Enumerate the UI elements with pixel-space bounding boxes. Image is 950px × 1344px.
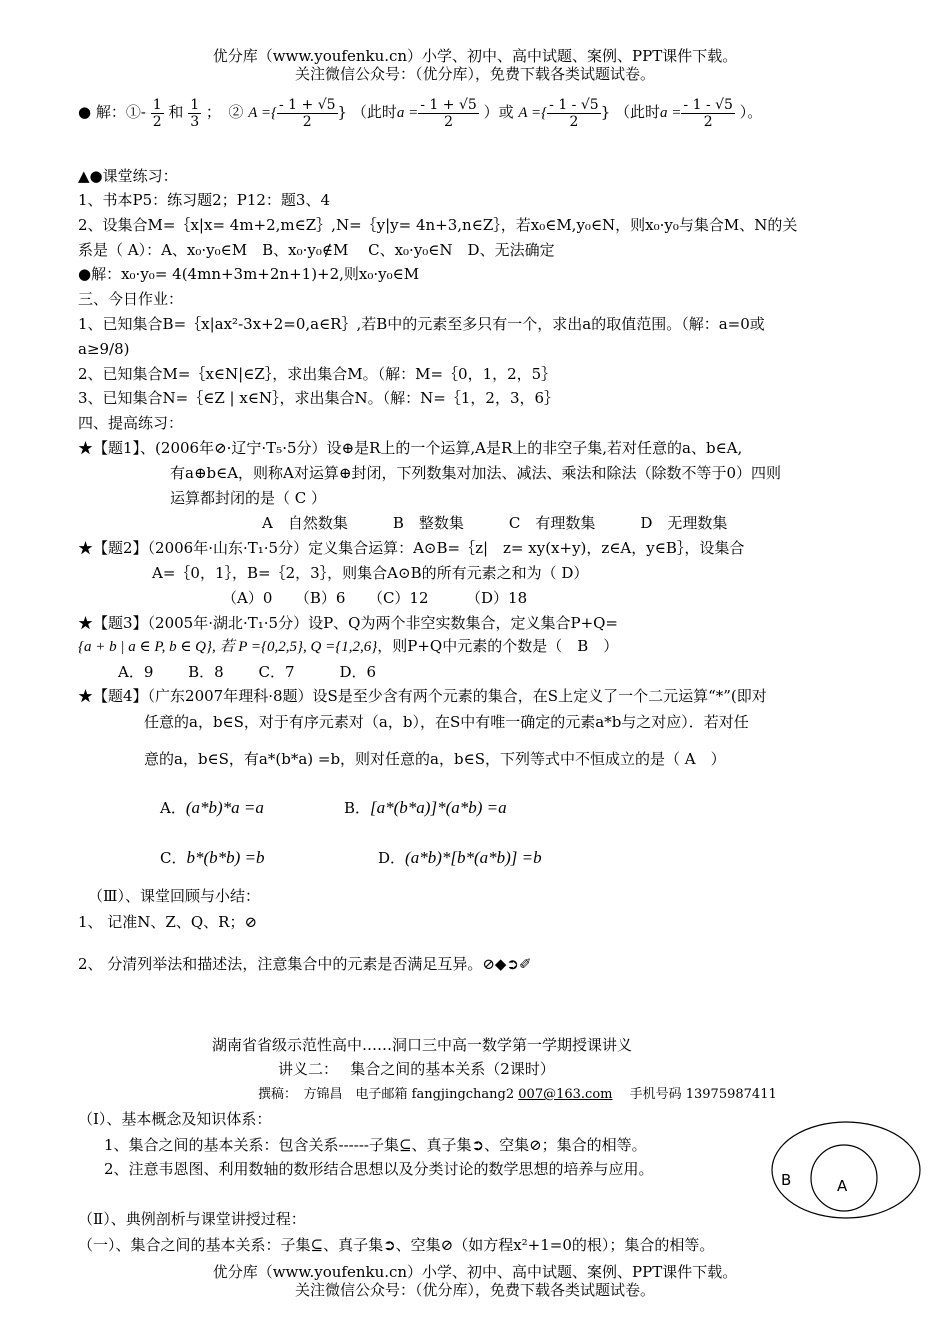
separator: ； ②	[205, 103, 244, 121]
q1-line-c: 运算都封闭的是（ C ）	[170, 489, 327, 507]
q4-option-c-label: C．	[160, 849, 187, 867]
q4-line-b: 任意的a，b∈S，对于有序元素对（a，b），在S中有唯一确定的元素a*b与之对应）．若对任	[144, 713, 749, 731]
brace-close-2: }	[600, 103, 611, 121]
solution-prefix: ● 解：①-	[78, 103, 146, 121]
venn-label-a: A	[837, 1177, 848, 1195]
q4-option-c-expr: b*(b*b) =b	[186, 848, 265, 867]
a-eq-1: a =	[396, 105, 419, 121]
solution-line	[78, 93, 762, 132]
footer-line-2: 关注微信公众号：（优分库），免费下载各类试题试卷。	[294, 1281, 655, 1299]
header-line-2: 关注微信公众号：（优分库），免费下载各类试题试卷。	[294, 65, 655, 83]
q3-tail: ，则P+Q中元素的个数是（ B ）	[377, 637, 619, 655]
review-title: （Ⅲ）、课堂回顾与小结：	[88, 887, 260, 905]
q2-options: （A）0 （B）6 （C）12 （D）18	[222, 589, 528, 607]
q3-line-a: ★【题3】（2005年·湖北·T₁·5分）设P、Q为两个非空实数集合，定义集合P+Q=	[78, 614, 619, 632]
review-1: 1、 记准N、Z、Q、R；⊘	[78, 913, 258, 931]
practice-2a: 2、设集合M=｛x|x= 4m+2,m∈Z｝,N=｛y|y= 4n+3,n∈Z｝，若x₀∈M,y₀∈N，则x₀·y₀与集合M、N的关	[78, 216, 798, 234]
q3-line-b	[78, 636, 618, 657]
footer-line-1: 优分库（www.youfenku.cn）小学、初中、高中试题、案例、PPT课件下载。	[212, 1263, 738, 1281]
fraction-3: $\frac{- 1 + √5}{2}$	[278, 96, 336, 130]
venn-label-b: B	[781, 1171, 792, 1189]
q1-line-b: 有a⊕b∈A，则称A对运算⊕封闭，下列数集对加法、减法、乘法和除法（除数不等于0）四则	[170, 464, 781, 482]
q1-line-a: ★【题1】、(2006年⊘·辽宁·T₅·5分）设⊕是R上的一个运算,A是R上的非空子集,若对任意的a、b∈A,	[78, 439, 743, 457]
set-A-eq-2: A ={	[518, 105, 548, 121]
venn-diagram	[768, 1118, 924, 1222]
section-2-title: （Ⅱ）、典例剖析与课堂讲授过程：	[78, 1210, 306, 1228]
section-1-title: （Ⅰ）、基本概念及知识体系：	[78, 1110, 272, 1128]
phone-text: 手机号码 13975987411	[612, 1087, 777, 1102]
lecture-title: 讲义二： 集合之间的基本关系（2课时）	[278, 1060, 555, 1078]
fraction-2: $\frac{1}{3}$	[190, 96, 200, 130]
homework-2: 2、已知集合M=｛x∈N|∈Z｝，求出集合M。（解：M=｛0，1，2，5｝	[78, 365, 557, 383]
homework-1a: 1、已知集合B=｛x|ax²-3x+2=0,a∈R｝,若B中的元素至多只有一个，求出a的取值范围。（解：a=0或	[78, 315, 765, 333]
homework-title: 三、今日作业：	[78, 290, 184, 308]
q1-options: A 自然数集 B 整数集 C 有理数集 D 无理数集	[262, 514, 728, 532]
advanced-title: 四、提高练习：	[78, 414, 184, 432]
q4-line-c: 意的a，b∈S，有a*(b*a) =b，则对任意的a，b∈S，下列等式中不恒成立的是（ A ）	[144, 750, 726, 768]
practice-2-solution: ●解：x₀·y₀= 4(4mn+3m+2n+1)+2,则x₀·y₀∈M	[78, 265, 420, 283]
q4-option-c	[160, 848, 265, 868]
homework-3: 3、已知集合N=｛∈Z | x∈N｝，求出集合N。（解：N=｛1，2，3，6｝	[78, 389, 560, 407]
header-line-1: 优分库（www.youfenku.cn）小学、初中、高中试题、案例、PPT课件下载。	[212, 47, 738, 65]
practice-1: 1、书本P5：练习题2；P12：题3、4	[78, 191, 330, 209]
q4-option-b-expr: [a*(b*a)]*(a*b) =a	[370, 798, 507, 817]
review-2: 2、 分清列举法和描述法，注意集合中的元素是否满足互异。⊘◆➲✐	[78, 955, 532, 973]
q2-line-a: ★【题2】（2006年·山东·T₁·5分）定义集合运算：A⊙B=｛z| z= xy(x+y)，z∈A，y∈B｝，设集合	[78, 539, 745, 557]
q4-option-a	[160, 798, 264, 818]
or-text: ）或	[483, 103, 514, 121]
paren-text-1: （此时	[351, 103, 397, 121]
set-A-eq-1: A ={	[248, 105, 277, 121]
solution-end: ）。	[739, 103, 763, 121]
q4-option-a-label: A．	[160, 799, 186, 817]
author-text: 撰稿： 方锦昌 电子邮箱 fangjingchang2	[258, 1087, 519, 1102]
section-2-item-1: （一）、集合之间的基本关系：子集⊆、真子集➲、空集⊘（如方程x²+1=0的根）；集合的相等。	[78, 1236, 715, 1254]
fraction-6: $\frac{- 1 - √5}{2}$	[683, 96, 733, 130]
fraction-1: $\frac{1}{2}$	[152, 96, 162, 130]
q4-option-d-expr: (a*b)*[b*(a*b)] =b	[405, 848, 542, 867]
school-title: 湖南省省级示范性高中……洞口三中高一数学第一学期授课讲义	[212, 1036, 633, 1054]
q4-option-b	[344, 798, 507, 818]
fraction-4: $\frac{- 1 + √5}{2}$	[420, 96, 477, 130]
q4-option-b-label: B．	[344, 799, 371, 817]
q3-math: {a + b | a ∈ P, b ∈ Q}, 若 P ={0,2,5}, Q ={1,2,6}	[78, 639, 378, 655]
paren-text-2: （此时	[615, 103, 661, 121]
venn-outer-set-b	[772, 1122, 920, 1218]
fraction-5: $\frac{- 1 - √5}{2}$	[549, 96, 599, 130]
q4-line-a: ★【题4】（广东2007年理科·8题）设S是至少含有两个元素的集合，在S上定义了一个二元运算“*”(即对	[78, 687, 767, 705]
q4-option-d-label: D．	[378, 849, 406, 867]
section-1-item-1: 1、集合之间的基本关系：包含关系------子集⊆、真子集➲、空集⊘；集合的相等。	[104, 1136, 647, 1154]
q3-options: A．9 B．8 C．7 D．6	[118, 663, 377, 681]
author-line	[258, 1085, 777, 1105]
brace-close-1: }	[337, 103, 348, 121]
email-link[interactable]: 007@163.com	[518, 1087, 613, 1102]
a-eq-2: a =	[660, 105, 682, 121]
practice-title: ▲●课堂练习：	[78, 167, 178, 185]
homework-1b: a≥9/8)	[78, 340, 130, 358]
q4-option-a-expr: (a*b)*a =a	[185, 798, 264, 817]
q4-option-d	[378, 848, 542, 868]
and-text: 和	[168, 103, 184, 121]
practice-2b: 系是（ A）：A、x₀·y₀∈M B、x₀·y₀∉M C、x₀·y₀∈N D、无法确定	[78, 241, 555, 259]
section-1-item-2: 2、注意韦恩图、利用数轴的数形结合思想以及分类讨论的数学思想的培养与应用。	[104, 1160, 654, 1178]
q2-line-b: A=｛0，1｝，B=｛2，3｝，则集合A⊙B的所有元素之和为（ D）	[152, 564, 589, 582]
